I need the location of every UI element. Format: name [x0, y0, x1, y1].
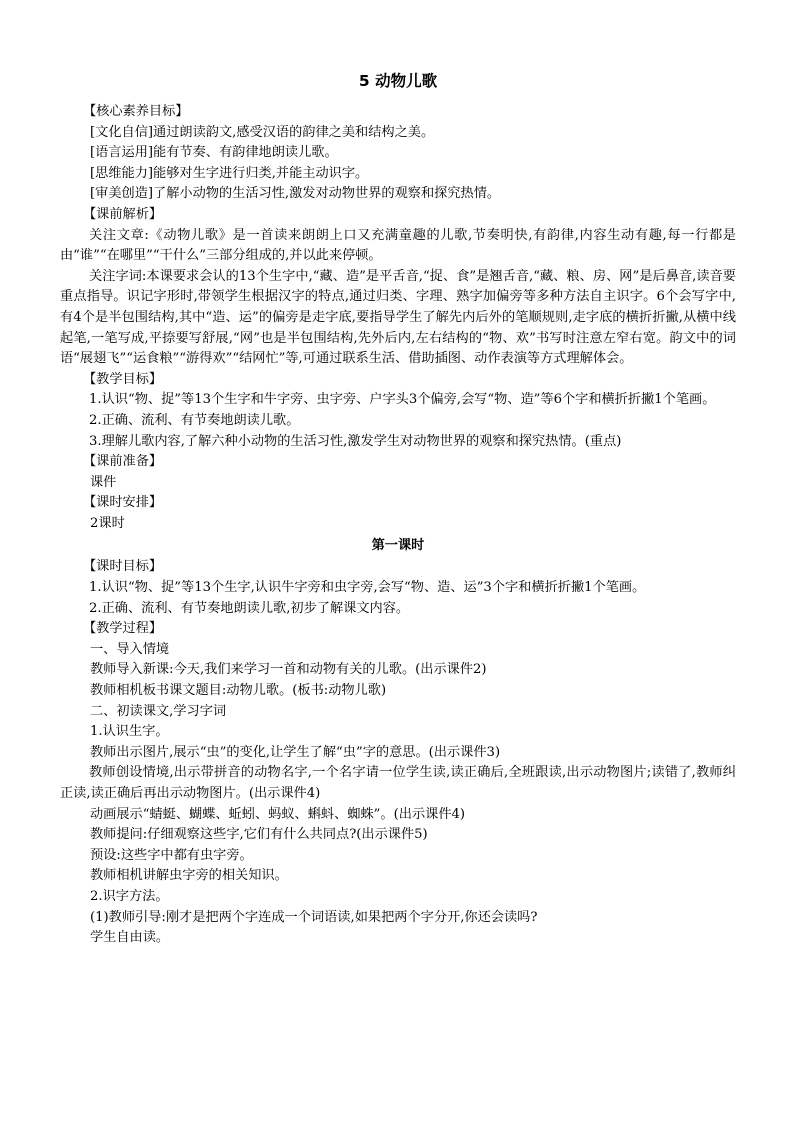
schedule-text: 2课时 [90, 515, 125, 531]
lesson-goal-2: 2.正确、流利、有节奏地朗读儿歌,初步了解课文内容。 [89, 600, 410, 616]
process-step-1-heading: 一、导入情境 [90, 641, 170, 657]
paragraph-focus-words: 关注字词:本课要求会认的13个生字中,“藏、造”是平舌音,“捉、食”是翘舌音,“藏、粮、房、网”是后鼻音,读音要重点指导。识记字形时,带领学生根据汉字的特点,通过归类、字理、熟字加偏旁等多种方法自主识字。6个会写字中,有4个是半包围结构,其中“造、运”的偏旁是走字底,要指导学生了解先内后外的笔顺规则,走字底的横折折撇,从横中线起笔,一笔写成,平捺要写舒展,“网”也是半包围结构,先外后内,左右结构的“物、欢”书写时注意左窄右宽。韵文中的词语“展翅飞”“运食粮”“游得欢”“结网忙”等,可通过联系生活、借助插图、动作表演等方式理解体会。 [60, 268, 736, 367]
process-paragraph: 教师相机讲解虫字旁的相关知识。 [90, 868, 288, 884]
process-paragraph: 教师创设情境,出示带拼音的动物名字,一个名字请一位学生读,读正确后,全班跟读,出示动物图片;读错了,教师纠正读,读正确后再出示动物图片。(出示课件4) [60, 765, 736, 801]
goal-thinking: [思维能力]能够对生字进行归类,并能主动识字。 [90, 165, 369, 181]
process-paragraph: 教师提问:仔细观察这些字,它们有什么共同点?(出示课件5) [90, 827, 428, 843]
section-heading-preparation: 【课前准备】 [83, 454, 163, 470]
process-paragraph: 教师导入新课:今天,我们来学习一首和动物有关的儿歌。(出示课件2) [90, 662, 487, 678]
process-paragraph: 动画展示“蜻蜓、蝴蝶、蚯蚓、蚂蚁、蝌蚪、蜘蛛”。(出示课件4) [90, 806, 466, 822]
teaching-goal-3: 3.理解儿歌内容,了解六种小动物的生活习性,激发学生对动物世界的观察和探究热情。(重点) [89, 433, 622, 449]
preparation-text: 课件 [90, 474, 117, 490]
section-heading-teaching-goals: 【教学目标】 [83, 371, 163, 387]
document-page [60, 70, 736, 949]
process-paragraph: (1)教师引导:刚才是把两个字连成一个词语读,如果把两个字分开,你还会读吗? [90, 909, 538, 925]
goal-language: [语言运用]能有节奏、有韵律地朗读儿歌。 [90, 145, 338, 161]
paragraph-focus-text: 关注文章:《动物儿歌》是一首读来朗朗上口又充满童趣的儿歌,节奏明快,有韵律,内容生动有趣,每一行都是由“谁”“在哪里”“干什么”三部分组成的,并以此来停顿。 [60, 227, 736, 264]
page-title: 5 动物儿歌 [358, 72, 438, 90]
teaching-goal-1: 1.认识“物、捉”等13个生字和牛字旁、虫字旁、户字头3个偏旁,会写“物、造”等6个字和横折折撇1个笔画。 [89, 392, 716, 408]
lesson-subtitle: 第一课时 [371, 538, 425, 554]
process-paragraph: 学生自由读。 [90, 930, 170, 946]
goal-aesthetic: [审美创造]了解小动物的生活习性,激发对动物世界的观察和探究热情。 [90, 186, 501, 202]
section-heading-schedule: 【课时安排】 [83, 495, 163, 511]
lesson-goal-1: 1.认识“物、捉”等13个生字,认识牛字旁和虫字旁,会写“物、造、运”3个字和横折折撇1个笔画。 [89, 580, 646, 596]
goal-culture: [文化自信]通过朗读韵文,感受汉语的韵律之美和结构之美。 [90, 124, 435, 140]
process-subheading: 2.识字方法。 [90, 888, 169, 904]
teaching-goal-2: 2.正确、流利、有节奏地朗读儿歌。 [89, 412, 300, 428]
process-step-2-heading: 二、初读课文,学习字词 [90, 703, 227, 719]
process-paragraph: 教师相机板书课文题目:动物儿歌。(板书:动物儿歌) [90, 683, 387, 699]
section-heading-process: 【教学过程】 [83, 621, 163, 637]
process-subheading: 1.认识生字。 [90, 724, 169, 740]
section-heading-preview-analysis: 【课前解析】 [83, 206, 163, 222]
section-heading-core-goals: 【核心素养目标】 [83, 104, 189, 119]
section-heading-lesson-goals: 【课时目标】 [83, 559, 163, 575]
process-paragraph: 教师出示图片,展示“虫”的变化,让学生了解“虫”字的意思。(出示课件3) [90, 744, 501, 760]
process-paragraph: 预设:这些字中都有虫字旁。 [90, 847, 253, 863]
